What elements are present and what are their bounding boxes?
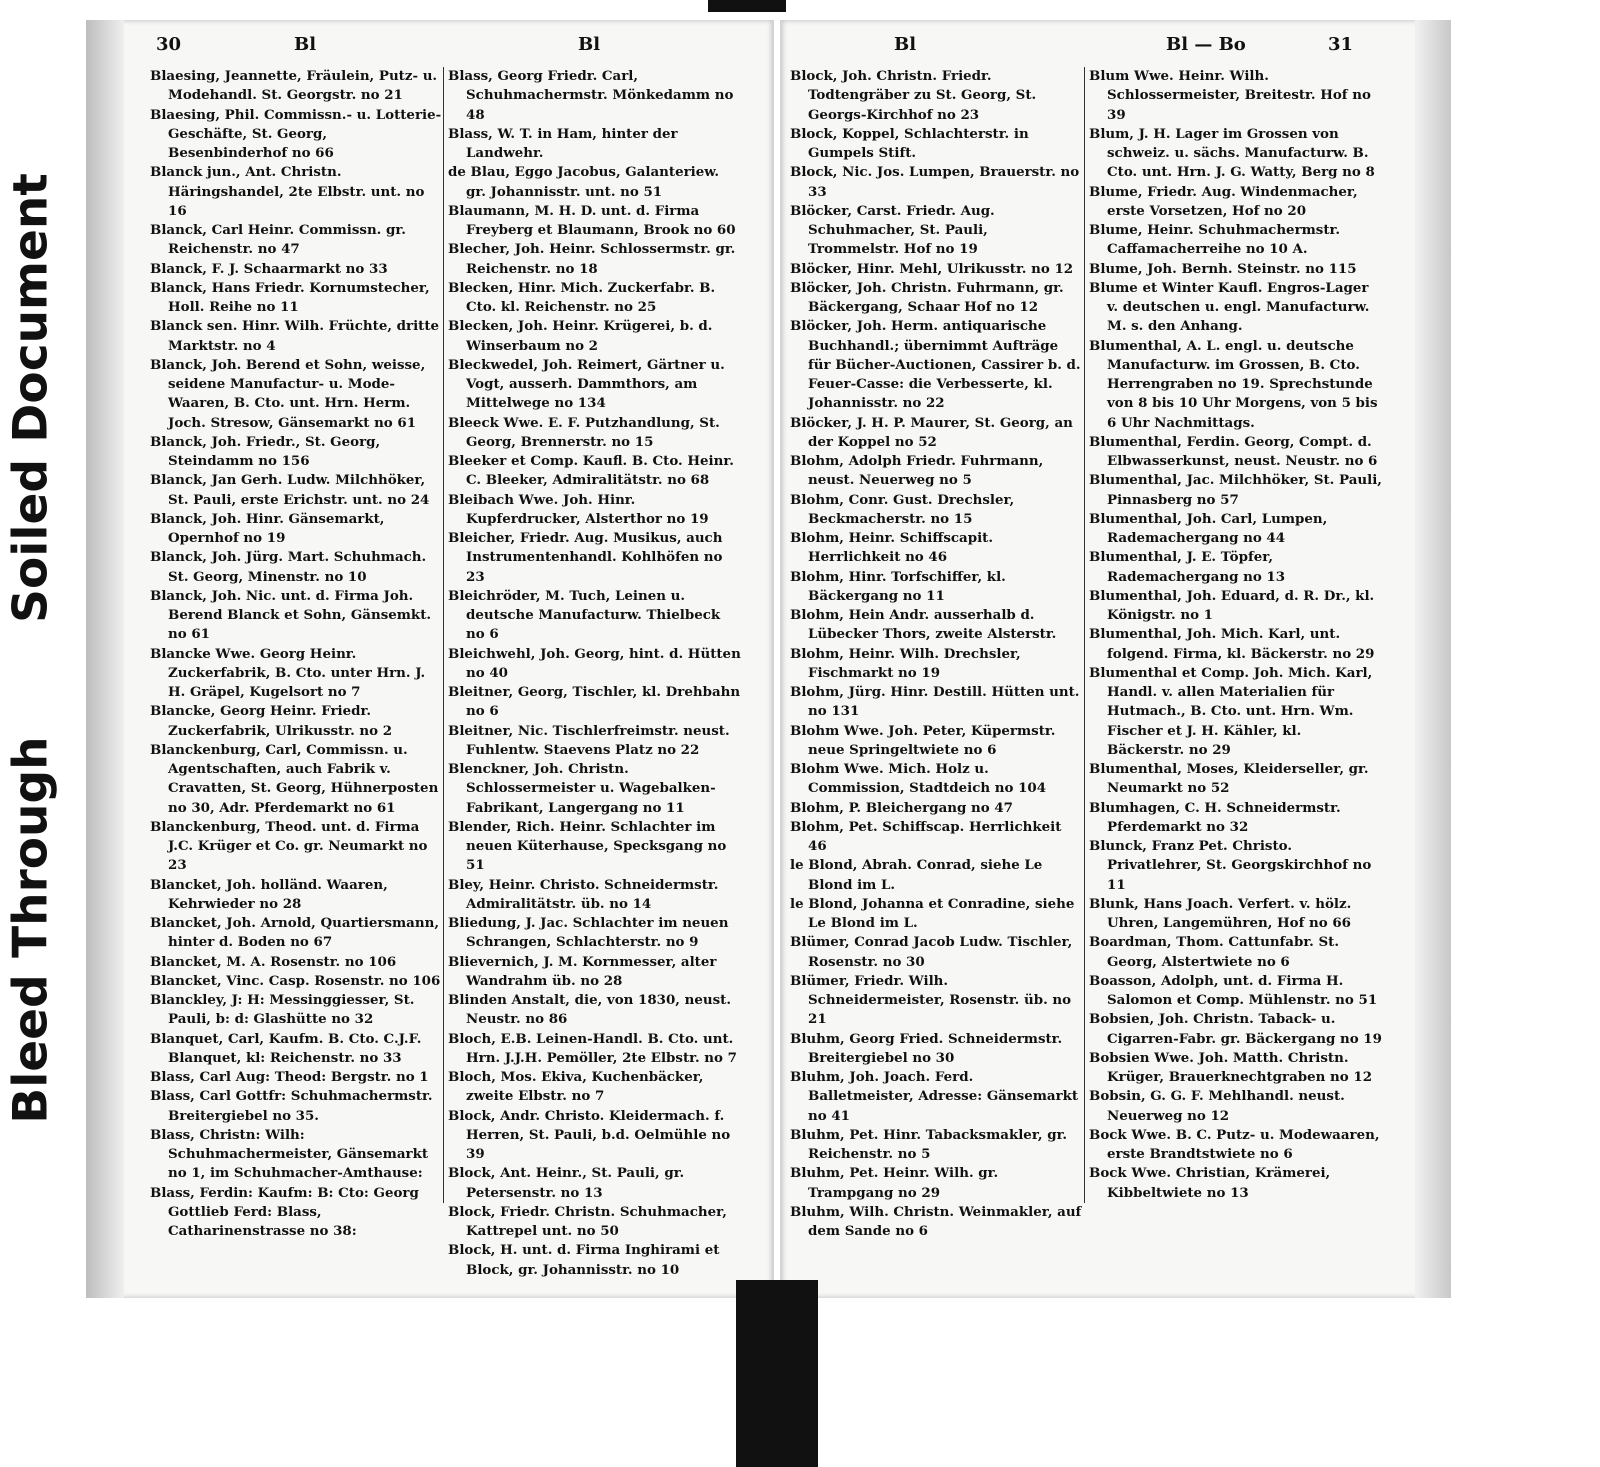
directory-entry: Blümer, Friedr. Wilh. Schneidermeister, Rosenstr. üb. no 21 [790,972,1072,1028]
directory-entry: Bleckwedel, Joh. Reimert, Gärtner u. Vogt, ausserh. Dammthors, am Mittelwege no 134 [448,356,725,412]
right-page [780,20,1451,1298]
directory-entry: Block, Koppel, Schlachterstr. in Gumpels Stift. [790,125,1029,161]
directory-entry: Blohm Wwe. Mich. Holz u. Commission, Stadtdeich no 104 [790,761,1047,797]
directory-entry: Bluhm, Joh. Joach. Ferd. Balletmeister, Adresse: Gänsemarkt no 41 [790,1069,1079,1124]
directory-entry: Blanck, F. J. Schaarmarkt no 33 [150,260,388,277]
directory-entry: Blöcker, Hinr. Mehl, Ulrikusstr. no 12 [790,260,1074,277]
directory-entry: Blancke, Georg Heinr. Friedr. Zuckerfabrik, Ulrikusstr. no 2 [150,703,393,739]
directory-entry: Block, Ant. Heinr., St. Pauli, gr. Petersenstr. no 13 [448,1165,685,1201]
directory-entry: Bleeker et Comp. Kaufl. B. Cto. Heinr. C. Bleeker, Admiralitätstr. no 68 [448,453,734,489]
directory-entry: Blümer, Conrad Jacob Ludw. Tischler, Rosenstr. no 30 [790,934,1073,970]
running-header-right: Bl — Bo [1166,34,1246,55]
soiled-document-stamp: Soiled Document [3,173,59,623]
directory-entry: Blume, Friedr. Aug. Windenmacher, erste Vorsetzen, Hof no 20 [1089,183,1358,219]
directory-entry: Block, H. unt. d. Firma Inghirami et Block, gr. Johannisstr. no 10 [448,1242,720,1278]
directory-entry: Blanck, Joh. Hinr. Gänsemarkt, Opernhof no 19 [150,510,385,546]
directory-entry: Blass, Ferdin: Kaufm: B: Cto: Georg Gottlieb Ferd: Blass, Catharinenstrasse no 38: [150,1184,419,1239]
directory-entry: Blohm, Hein Andr. ausserhalb d. Lübecker Thors, zweite Alsterstr. [790,607,1057,643]
directory-entry: Bobsien Wwe. Joh. Matth. Christn. Krüger, Brauerknechtgraben no 12 [1089,1049,1373,1085]
directory-entry: de Blau, Eggo Jacobus, Galanteriew. gr. Johannisstr. unt. no 51 [448,164,720,200]
directory-entry: Bleicher, Friedr. Aug. Musikus, auch Instrumentenhandl. Kohlhöfen no 23 [448,530,723,585]
directory-entry: Blecken, Hinr. Mich. Zuckerfabr. B. Cto. kl. Reichenstr. no 25 [448,279,716,315]
directory-entry: Blumenthal, A. L. engl. u. deutsche Manufacturw. im Grossen, B. Cto. Herrengraben no 19. Sprechstunde von 8 bis 10 Uhr Morgens, von 5 bis 6 Uhr Nachmittags. [1089,337,1378,431]
directory-entry: Bleitner, Georg, Tischler, kl. Drehbahn no 6 [448,684,741,720]
directory-entry: Blass, Carl Aug: Theod: Bergstr. no 1 [150,1069,429,1085]
scan-sidebar [0,160,62,1170]
directory-entry: Blanquet, Carl, Kaufm. B. Cto. C.J.F. Blanquet, kl: Reichenstr. no 33 [150,1030,422,1066]
directory-entry: Boasson, Adolph, unt. d. Firma H. Salomon et Comp. Mühlenstr. no 51 [1089,972,1378,1008]
directory-entry: Blunck, Franz Pet. Christo. Privatlehrer, St. Georgskirchhof no 11 [1089,838,1372,893]
directory-entry: Blaumann, M. H. D. unt. d. Firma Freyberg et Blaumann, Brook no 60 [448,202,736,238]
binding-gutter-bottom [736,1280,818,1467]
directory-entry: Blass, Carl Gottfr: Schuhmachermstr. Breitergiebel no 35. [150,1088,433,1124]
directory-entry: Blum, J. H. Lager im Grossen von schweiz. u. sächs. Manufacturw. B. Cto. unt. Hrn. J. G. Watty, Berg no 8 [1089,125,1375,181]
directory-entry: Blanck, Joh. Nic. unt. d. Firma Joh. Berend Blanck et Sohn, Gänsemkt. no 61 [150,587,432,643]
directory-entry: Bock Wwe. B. C. Putz- u. Modewaaren, erste Brandtstwiete no 6 [1089,1126,1380,1162]
directory-entry: Bleichwehl, Joh. Georg, hint. d. Hütten no 40 [448,645,741,681]
directory-entry: Blanck jun., Ant. Christn. Häringshandel, 2te Elbstr. unt. no 16 [150,164,425,219]
directory-entry: Blumenthal, Ferdin. Georg, Compt. d. Elbwasserkunst, neust. Neustr. no 6 [1089,433,1378,469]
directory-entry: Block, Friedr. Christn. Schuhmacher, Kattrepel unt. no 50 [448,1203,727,1239]
page-number: 30 [156,34,182,55]
directory-entry: Blöcker, J. H. P. Maurer, St. Georg, an der Koppel no 52 [790,414,1073,450]
directory-entry: Blievernich, J. M. Kornmesser, alter Wandrahm üb. no 28 [448,953,717,989]
left-page [86,20,774,1298]
directory-entry: Bloch, Mos. Ekiva, Kuchenbäcker, zweite Elbstr. no 7 [448,1069,704,1105]
directory-entry: Blöcker, Carst. Friedr. Aug. Schuhmacher, St. Pauli, Trommelstr. Hof no 19 [790,202,995,258]
running-header-left: Bl [294,34,317,55]
directory-entry: Blanck, Joh. Jürg. Mart. Schuhmach. St. Georg, Minenstr. no 10 [150,549,427,585]
bleed-through-stamp: Bleed Through [3,736,59,1124]
directory-entry: Blumenthal, Joh. Eduard, d. R. Dr., kl. Königstr. no 1 [1089,587,1375,623]
directory-entry: Blanck, Jan Gerh. Ludw. Milchhöker, St. Pauli, erste Erichstr. unt. no 24 [150,472,430,508]
running-header-center: Bl [578,34,601,55]
directory-entry: le Blond, Abrah. Conrad, siehe Le Blond im L. [790,857,1043,893]
directory-entry: Bluhm, Wilh. Christn. Weinmakler, auf dem Sande no 6 [790,1203,1082,1239]
directory-entry: Blender, Rich. Heinr. Schlachter im neuen Küterhause, Specksgang no 51 [448,818,727,874]
directory-entry: Blohm, Conr. Gust. Drechsler, Beckmacherstr. no 15 [790,491,1015,527]
directory-entry: Blancket, M. A. Rosenstr. no 106 [150,953,397,970]
directory-entry: Blöcker, Joh. Christn. Fuhrmann, gr. Bäckergang, Schaar Hof no 12 [790,279,1064,315]
directory-entry: Blum Wwe. Heinr. Wilh. Schlossermeister, Breitestr. Hof no 39 [1089,68,1371,123]
directory-entry: Boardman, Thom. Cattunfabr. St. Georg, Alstertwiete no 6 [1089,934,1340,970]
directory-entry: Blohm, Pet. Schiffscap. Herrlichkeit 46 [790,818,1062,854]
directory-entry: Block, Andr. Christo. Kleidermach. f. Herren, St. Pauli, b.d. Oelmühle no 39 [448,1107,731,1162]
directory-entry: Blecken, Joh. Heinr. Krügerei, b. d. Winserbaum no 2 [448,318,713,354]
directory-entry: Bley, Heinr. Christo. Schneidermstr. Admiralitätstr. üb. no 14 [448,876,719,912]
directory-entry: Bleitner, Nic. Tischlerfreimstr. neust. Fuhlentw. Staevens Platz no 22 [448,722,730,758]
directory-entry: Blancket, Vinc. Casp. Rosenstr. no 106 [150,972,441,989]
directory-entry: Blancket, Joh. holländ. Waaren, Kehrwieder no 28 [150,876,388,912]
directory-entry: Blanck, Hans Friedr. Kornumstecher, Holl. Reihe no 11 [150,279,430,315]
directory-column [150,67,443,1241]
directory-entry: Bleichröder, M. Tuch, Leinen u. deutsche Manufacturw. Thielbeck no 6 [448,587,721,643]
directory-entry: Blumenthal, Joh. Carl, Lumpen, Rademachergang no 44 [1089,510,1328,546]
directory-entry: Bobsien, Joh. Christn. Taback- u. Cigarren-Fabr. gr. Bäckergang no 19 [1089,1011,1382,1047]
directory-entry: Blecher, Joh. Heinr. Schlossermstr. gr. Reichenstr. no 18 [448,241,736,277]
directory-entry: Blancket, Joh. Arnold, Quartiersmann, hinter d. Boden no 67 [150,915,439,951]
directory-entry: le Blond, Johanna et Conradine, siehe Le Blond im L. [790,895,1075,931]
directory-entry: Bluhm, Pet. Heinr. Wilh. gr. Trampgang no 29 [790,1165,999,1201]
directory-entry: Bleeck Wwe. E. F. Putzhandlung, St. Georg, Brennerstr. no 15 [448,414,720,450]
directory-entry: Blanck sen. Hinr. Wilh. Früchte, dritte Marktstr. no 4 [150,318,440,354]
directory-column [1084,67,1382,1203]
directory-entry: Blinden Anstalt, die, von 1830, neust. Neustr. no 86 [448,992,732,1028]
directory-entry: Blaesing, Phil. Commissn.- u. Lotterie-Geschäfte, St. Georg, Besenbinderhof no 66 [150,106,442,161]
directory-entry: Blancke Wwe. Georg Heinr. Zuckerfabrik, B. Cto. unter Hrn. J. H. Gräpel, Kugelsort no 7 [150,645,426,700]
directory-entry: Blanckenburg, Carl, Commissn. u. Agentschaften, auch Fabrik v. Cravatten, St. Georg, Hühnerposten no 30, Adr. Pferdemarkt no 61 [150,741,439,816]
directory-entry: Blume et Winter Kaufl. Engros-Lager v. deutschen u. engl. Manufacturw. M. s. den Anhang. [1089,279,1370,335]
directory-entry: Blanck, Joh. Friedr., St. Georg, Steindamm no 156 [150,433,381,469]
directory-entry: Blumenthal, Joh. Mich. Karl, unt. folgend. Firma, kl. Bäckerstr. no 29 [1089,626,1375,662]
directory-entry: Block, Nic. Jos. Lumpen, Brauerstr. no 33 [790,164,1080,200]
directory-entry: Blohm, Hinr. Torfschiffer, kl. Bäckergang no 11 [790,568,1006,604]
directory-entry: Blume, Heinr. Schuhmachermstr. Caffamacherreihe no 10 A. [1089,222,1341,258]
directory-entry: Blumhagen, C. H. Schneidermstr. Pferdemarkt no 32 [1089,799,1341,835]
directory-entry: Blumenthal, Moses, Kleiderseller, gr. Neumarkt no 52 [1089,761,1369,797]
directory-entry: Blohm, Heinr. Schiffscapit. Herrlichkeit no 46 [790,530,994,566]
directory-entry: Blanck, Joh. Berend et Sohn, weisse, seidene Manufactur- u. Mode-Waaren, B. Cto. unt. Hrn. Herm. Joch. Stresow, Gänsemarkt no 61 [150,356,426,431]
directory-entry: Blunk, Hans Joach. Verfert. v. hölz. Uhren, Langemühren, Hof no 66 [1089,895,1352,931]
directory-entry: Bluhm, Pet. Hinr. Tabacksmakler, gr. Reichenstr. no 5 [790,1126,1068,1162]
directory-entry: Block, Joh. Christn. Friedr. Todtengräber zu St. Georg, St. Georgs-Kirchhof no 23 [790,68,1037,123]
directory-entry: Blohm, P. Bleichergang no 47 [790,799,1013,816]
directory-entry: Blaesing, Jeannette, Fräulein, Putz- u. Modehandl. St. Georgstr. no 21 [150,68,438,104]
directory-entry: Blöcker, Joh. Herm. antiquarische Buchhandl.; übernimmt Aufträge für Bücher-Auctionen, Cassirer b. d. Feuer-Casse: die Verbesserte, kl. Johannisstr. no 22 [790,318,1081,412]
directory-entry: Blumenthal, Jac. Milchhöker, St. Pauli, Pinnasberg no 57 [1089,472,1382,508]
directory-entry: Blumenthal, J. E. Töpfer, Rademachergang no 13 [1089,549,1286,585]
directory-entry: Blohm, Jürg. Hinr. Destill. Hütten unt. no 131 [790,684,1080,720]
directory-entry: Blanckley, J: H: Messinggiesser, St. Pauli, b: d: Glashütte no 32 [150,992,415,1028]
directory-entry: Bliedung, J. Jac. Schlachter im neuen Schrangen, Schlachterstr. no 9 [448,915,729,951]
directory-entry: Blanck, Carl Heinr. Commissn. gr. Reichenstr. no 47 [150,222,406,258]
directory-entry: Blohm Wwe. Joh. Peter, Küpermstr. neue Springeltwiete no 6 [790,722,1056,758]
directory-column [443,67,741,1278]
directory-entry: Bleibach Wwe. Joh. Hinr. Kupferdrucker, Alsterthor no 19 [448,491,709,527]
directory-entry: Blanckenburg, Theod. unt. d. Firma J.C. Krüger et Co. gr. Neumarkt no 23 [150,818,428,874]
directory-entry: Blenckner, Joh. Christn. Schlossermeister u. Wagebalken-Fabrikant, Langergang no 11 [448,761,716,816]
directory-entry: Blume, Joh. Bernh. Steinstr. no 115 [1089,260,1357,277]
binding-gutter-top [708,0,786,12]
directory-entry: Blumenthal et Comp. Joh. Mich. Karl, Handl. v. allen Materialien für Hutmach., B. Cto. unt. Hrn. Wm. Fischer et J. H. Kähler, kl. Bäckerstr. no 29 [1089,664,1373,758]
directory-entry: Bloch, E.B. Leinen-Handl. B. Cto. unt. Hrn. J.J.H. Pemöller, 2te Elbstr. no 7 [448,1030,737,1066]
directory-entry: Bobsin, G. G. F. Mehlhandl. neust. Neuerweg no 12 [1089,1088,1345,1124]
page-number: 31 [1328,34,1354,55]
directory-entry: Blohm, Adolph Friedr. Fuhrmann, neust. Neuerweg no 5 [790,453,1044,489]
directory-entry: Bock Wwe. Christian, Krämerei, Kibbeltwiete no 13 [1089,1165,1331,1201]
directory-column [790,67,1083,1241]
directory-entry: Blass, W. T. in Ham, hinter der Landwehr. [448,125,678,161]
running-header-center: Bl [894,34,917,55]
directory-entry: Bluhm, Georg Fried. Schneidermstr. Breitergiebel no 30 [790,1030,1063,1066]
directory-entry: Blass, Georg Friedr. Carl, Schuhmachermstr. Mönkedamm no 48 [448,68,734,123]
directory-entry: Blohm, Heinr. Wilh. Drechsler, Fischmarkt no 19 [790,645,1021,681]
directory-entry: Blass, Christn: Wilh: Schuhmachermeister, Gänsemarkt no 1, im Schuhmacher-Amthause: [150,1126,429,1182]
